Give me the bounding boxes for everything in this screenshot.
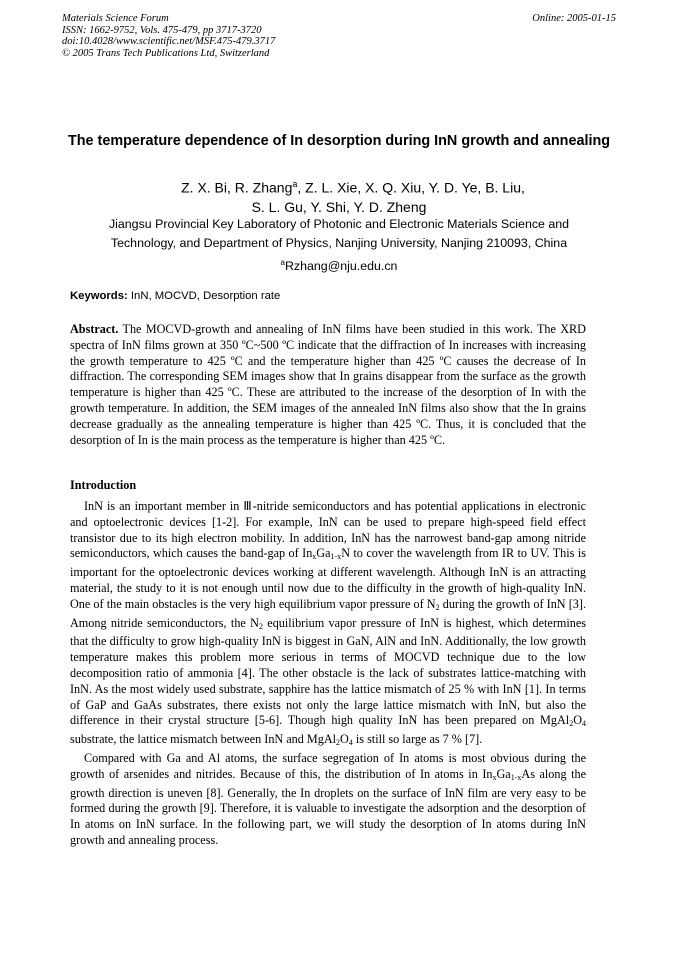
subscript: x <box>312 552 317 562</box>
subscript: 2 <box>435 602 440 612</box>
subscript: 2 <box>336 738 341 748</box>
introduction-body <box>70 499 586 849</box>
text-run: during the growth of InN [3]. Among nitride semiconductors, the N <box>70 596 586 630</box>
doi-line: doi:10.4028/www.scientific.net/MSF.475-479.3717 <box>62 36 276 48</box>
subscript: 1-x <box>510 772 522 782</box>
keywords <box>70 289 280 304</box>
email-address: Rzhang@nju.edu.cn <box>284 259 398 273</box>
email-affiliation-mark: a <box>280 258 285 267</box>
author-email <box>62 254 616 275</box>
text-run: N to cover the wavelength from IR to UV. This is important for the optoelectronic devices working at different wavelength. Although InN is an attracting material, the study to it is not enough until now due to the difficulty in the growth of high-quality InN. One of the main obstacles is the very high equilibrium vapor pressure of N <box>70 546 586 611</box>
intro-paragraph-2 <box>70 751 586 849</box>
subscript: 4 <box>582 719 586 729</box>
author-affiliation-mark: a <box>292 179 298 189</box>
copyright-line: © 2005 Trans Tech Publications Ltd, Switzerland <box>62 47 270 59</box>
abstract-label: Abstract. <box>70 322 119 336</box>
paper-title: The temperature dependence of In desorption during InN growth and annealing <box>67 133 611 149</box>
affiliation-line-1: Jiangsu Provincial Key Laboratory of Photonic and Electronic Materials Science and <box>108 217 570 231</box>
subscript: x <box>492 772 497 782</box>
affiliation <box>62 215 616 253</box>
keywords-label: Keywords: <box>70 290 128 302</box>
abstract-text: The MOCVD-growth and annealing of InN films have been studied in this work. The XRD spectra of InN films grown at 350 ºC~500 ºC indicate that the diffraction of In increases with increasing the growth temperature to 425 ºC and the temperature higher than 425 ºC causes the decrease of In diffraction. The corresponding SEM images show that In grains disappear from the surface as the growth temperature is higher than 425 ºC. These are attributed to the increase of the desorption of In with the growth temperature. In addition, the SEM images of the annealed InN films also show that the In grains decrease gradually as the annealing temperature is higher than 425 ºC. Thus, it is concluded that the desorption of In is the main process as the temperature is higher than 425 ºC. <box>70 322 586 447</box>
subscript: 2 <box>569 719 574 729</box>
author-names-rest: , Z. L. Xie, X. Q. Xiu, Y. D. Ye, B. Liu, <box>297 179 525 196</box>
intro-paragraph-1 <box>70 499 586 751</box>
text-run: Ga <box>316 546 331 561</box>
text-run: As along the growth direction is uneven [8]. Generally, the In droplets on the surface of InN film are very easy to be formed during the growth [9]. Therefore, it is valuable to investigate the adsorption and the desorption of In atoms on InN surface. In the following part, we will study the desorption of In atoms during InN growth and annealing process. <box>70 766 587 847</box>
section-heading-introduction: Introduction <box>70 478 137 492</box>
text-run: InN is an important member in Ⅲ-nitride semiconductors and has potential applications in electronic and optoelectronic devices [1-2]. For example, InN can be used to prepare high-speed field effect transistor due to its high electron mobility. In addition, InN has the narrowest band-gap among nitride semiconductors, which causes the band-gap of In <box>70 499 586 561</box>
text-run: Compared with Ga and Al atoms, the surface segregation of In atoms is most obvious during the growth of arsenides and nitrides. Because of this, the distribution of In atoms in In <box>70 750 586 781</box>
text-run: substrate, the lattice mismatch between InN and MgAl <box>70 732 337 747</box>
author-line-2: S. L. Gu, Y. Shi, Y. D. Zheng <box>251 199 427 215</box>
text-run: Ga <box>496 766 511 781</box>
journal-name: Materials Science Forum <box>62 13 169 24</box>
journal-header <box>62 13 275 59</box>
text-run: O <box>573 713 582 728</box>
abstract <box>70 322 586 448</box>
text-run: equilibrium vapor pressure of InN is highest, which determines that the difficulty to grow high-quality InN is biggest in GaN, AlN and InN. Additionally, the low growth temperature makes this problem more serious in terms of MOCVD technique due to the low decomposition ratio of ammonia [4]. The other obstacle is the lack of substrates lattice-matching with InN. As the most widely used substrate, sapphire has the lattice mismatch of 25 % with InN [1]. In terms of GaP and GaAs substrates, there exists not only the large lattice mismatch with InN, but also the difference in their crystal structure [5-6]. Though high quality InN has been prepared on MgAl <box>70 615 586 728</box>
online-date: Online: 2005-01-15 <box>532 13 616 24</box>
author-names-start: Z. X. Bi, R. Zhang <box>181 179 293 196</box>
affiliation-line-2: Technology, and Department of Physics, Nanjing University, Nanjing 210093, China <box>110 236 568 250</box>
subscript: 1-x <box>330 552 342 562</box>
text-run: is still so large as 7 % [7]. <box>352 732 483 747</box>
author-line-1 <box>62 175 616 197</box>
issn-line: ISSN: 1662-9752, Vols. 475-479, pp 3717-3720 <box>62 24 262 36</box>
subscript: 2 <box>258 621 263 631</box>
text-run: O <box>340 732 349 747</box>
subscript: 4 <box>348 738 353 748</box>
keywords-text: InN, MOCVD, Desorption rate <box>127 290 281 302</box>
